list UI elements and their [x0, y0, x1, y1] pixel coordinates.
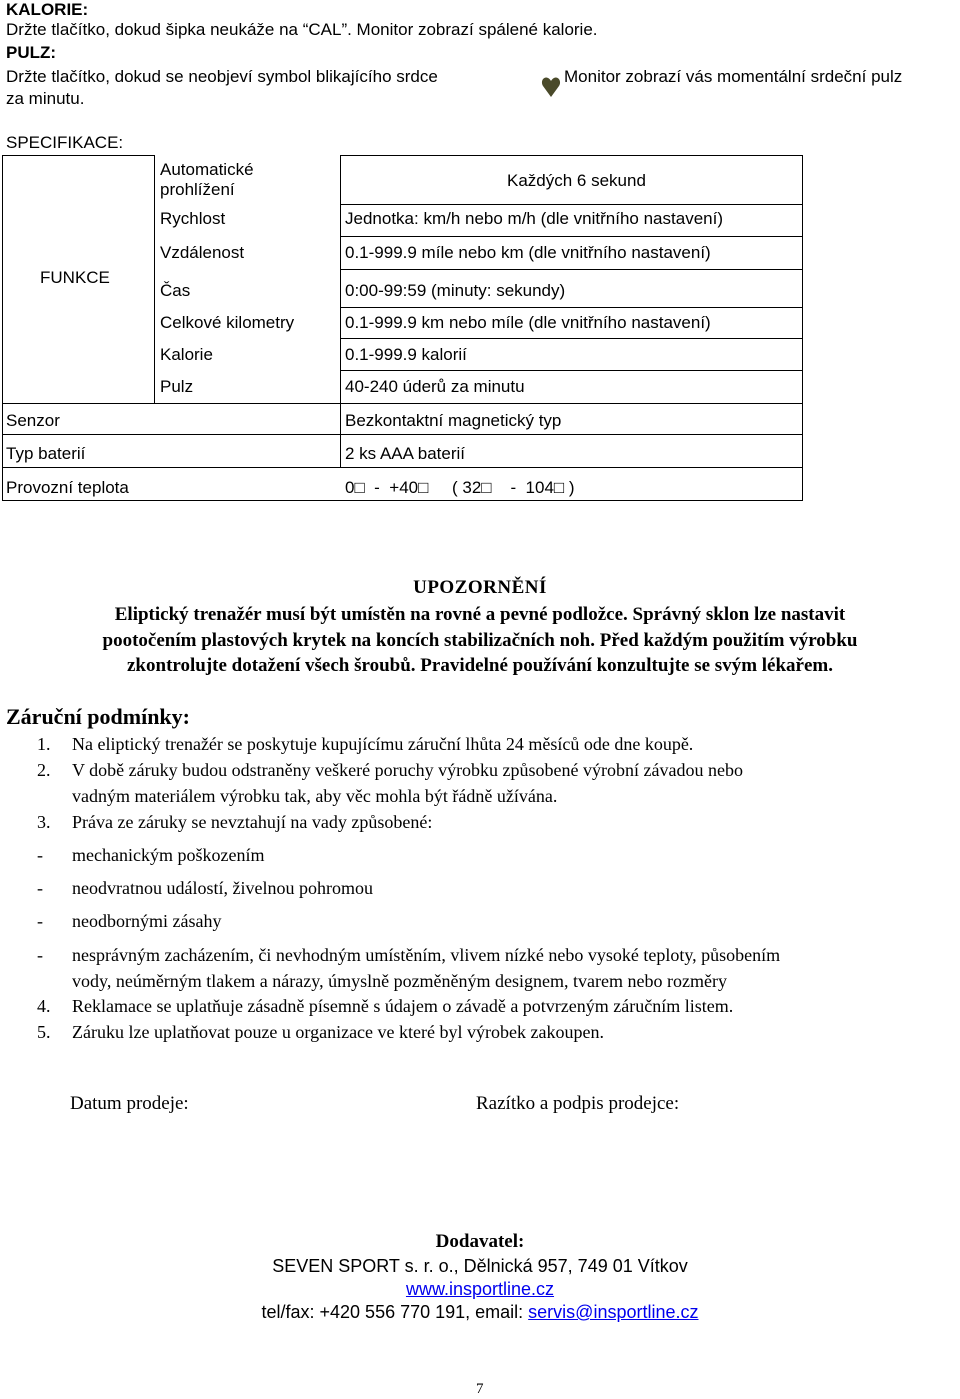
spec-title: SPECIFIKACE:: [6, 133, 124, 152]
warranty-dash-item-1: mechanickým poškozením: [72, 845, 265, 865]
warranty-dash-1: -: [37, 845, 43, 865]
spec-value-kalorie: 0.1-999.9 kalorií: [345, 345, 467, 364]
warranty-marker-3: 3.: [37, 812, 51, 832]
warranty-dash-3: -: [37, 911, 43, 931]
spec-name-pulz: Pulz: [160, 377, 194, 396]
baterie-value: 2 ks AAA baterií: [345, 444, 466, 463]
warranty-item-5: Záruku lze uplatňovat pouze u organizace ve které byl výrobek zakoupen.: [72, 1022, 604, 1042]
spec-name-cas: Čas: [160, 281, 191, 300]
warranty-dash-item-4-line-1: nesprávným zacházením, či nevhodným umístěním, vlivem nízké nebo vysoké teploty, působením: [72, 945, 781, 965]
page-number: 7: [476, 1381, 484, 1397]
pulz-heading: PULZ:: [6, 43, 57, 62]
spec-value-vzdalenost: 0.1-999.9 míle nebo km (dle vnitřního nastavení): [345, 243, 711, 262]
warranty-dash-item-2: neodvratnou událostí, živelnou pohromou: [72, 878, 373, 898]
baterie-label: Typ baterií: [6, 444, 86, 463]
heart-icon: [541, 76, 561, 98]
supplier-web-link[interactable]: www.insportline.cz: [405, 1279, 555, 1299]
stamp-label: Razítko a podpis prodejce:: [476, 1093, 680, 1114]
warranty-dash-item-4-line-2: vody, neúměrným tlakem a nárazy, úmyslně pozměněným designem, tvarem nebo rozměry: [72, 971, 727, 991]
warranty-dash-item-3: neodbornými zásahy: [72, 911, 222, 931]
warning-title: UPOZORNĚNÍ: [413, 577, 547, 598]
warranty-item-1: Na eliptický trenažér se poskytuje kupujícímu záruční lhůta 24 měsíců ode dne koupě.: [72, 734, 694, 754]
supplier-contact-text: tel/fax: +420 556 770 191, email:: [261, 1302, 529, 1322]
warranty-marker-1: 1.: [37, 734, 51, 754]
warranty-dash-2: -: [37, 878, 43, 898]
funkce-label: FUNKCE: [40, 268, 110, 287]
warranty-marker-2: 2.: [37, 760, 51, 780]
senzor-value: Bezkontaktní magnetický typ: [345, 411, 562, 430]
date-label: Datum prodeje:: [70, 1093, 189, 1114]
spec-name-kilometry: Celkové kilometry: [160, 313, 295, 332]
spec-value-pulz: 40-240 úderů za minutu: [345, 377, 525, 396]
spec-value-cas: 0:00-99:59 (minuty: sekundy): [345, 281, 566, 300]
teplota-value: 0□ - +40□ ( 32□ - 104□ ): [345, 478, 575, 497]
spec-value-rychlost: Jednotka: km/h nebo m/h (dle vnitřního nastavení): [345, 209, 723, 228]
warranty-item-2-line-1: V době záruky budou odstraněny veškeré poruchy výrobku způsobené výrobní závadou nebo: [72, 760, 743, 780]
warning-line-2: pootočením plastových krytek na koncích stabilizačních noh. Před každým použitím výrobku: [102, 630, 858, 651]
spec-name-auto-l1: Automatické: [160, 160, 254, 179]
teplota-label: Provozní teplota: [6, 478, 129, 497]
spec-name-auto-l2: prohlížení: [160, 180, 235, 199]
supplier-address: SEVEN SPORT s. r. o., Dělnická 957, 749 01 Vítkov: [272, 1256, 688, 1276]
warranty-title: Záruční podmínky:: [6, 704, 190, 729]
spec-name-kalorie: Kalorie: [160, 345, 213, 364]
supplier-email-link[interactable]: servis@insportline.cz: [528, 1302, 699, 1322]
senzor-label: Senzor: [6, 411, 60, 430]
kalorie-text: Držte tlačítko, dokud šipka neukáže na “CAL”. Monitor zobrazí spálené kalorie.: [6, 20, 598, 39]
kalorie-heading: KALORIE:: [6, 0, 89, 19]
pulz-text-end: za minutu.: [6, 89, 85, 108]
supplier-contact: [0, 1301, 960, 1323]
warranty-item-4: Reklamace se uplatňuje zásadně písemně s údajem o závadě a potvrzeným záručním listem.: [72, 996, 734, 1016]
spec-name-vzdalenost: Vzdálenost: [160, 243, 245, 262]
supplier-title: Dodavatel:: [435, 1231, 525, 1252]
spec-value-kilometry: 0.1-999.9 km nebo míle (dle vnitřního nastavení): [345, 313, 711, 332]
warranty-item-2-line-2: vadným materiálem výrobku tak, aby věc mohla být řádně užívána.: [72, 786, 558, 806]
pulz-text-left: Držte tlačítko, dokud se neobjeví symbol blikajícího srdce: [6, 67, 438, 86]
spec-value-auto: Každých 6 sekund: [507, 171, 646, 190]
spec-name-rychlost: Rychlost: [160, 209, 226, 228]
warranty-marker-4: 4.: [37, 996, 51, 1016]
warranty-item-3: Práva ze záruky se nevztahují na vady způsobené:: [72, 812, 433, 832]
warranty-marker-5: 5.: [37, 1022, 51, 1042]
warning-line-1: Eliptický trenažér musí být umístěn na rovné a pevné podložce. Správný sklon lze nastavit: [114, 604, 846, 625]
warranty-dash-4: -: [37, 945, 43, 965]
pulz-text-right: Monitor zobrazí vás momentální srdeční pulz: [564, 67, 903, 86]
warning-line-3: zkontrolujte dotažení všech šroubů. Pravidelné používání konzultujte se svým lékařem.: [127, 655, 833, 676]
